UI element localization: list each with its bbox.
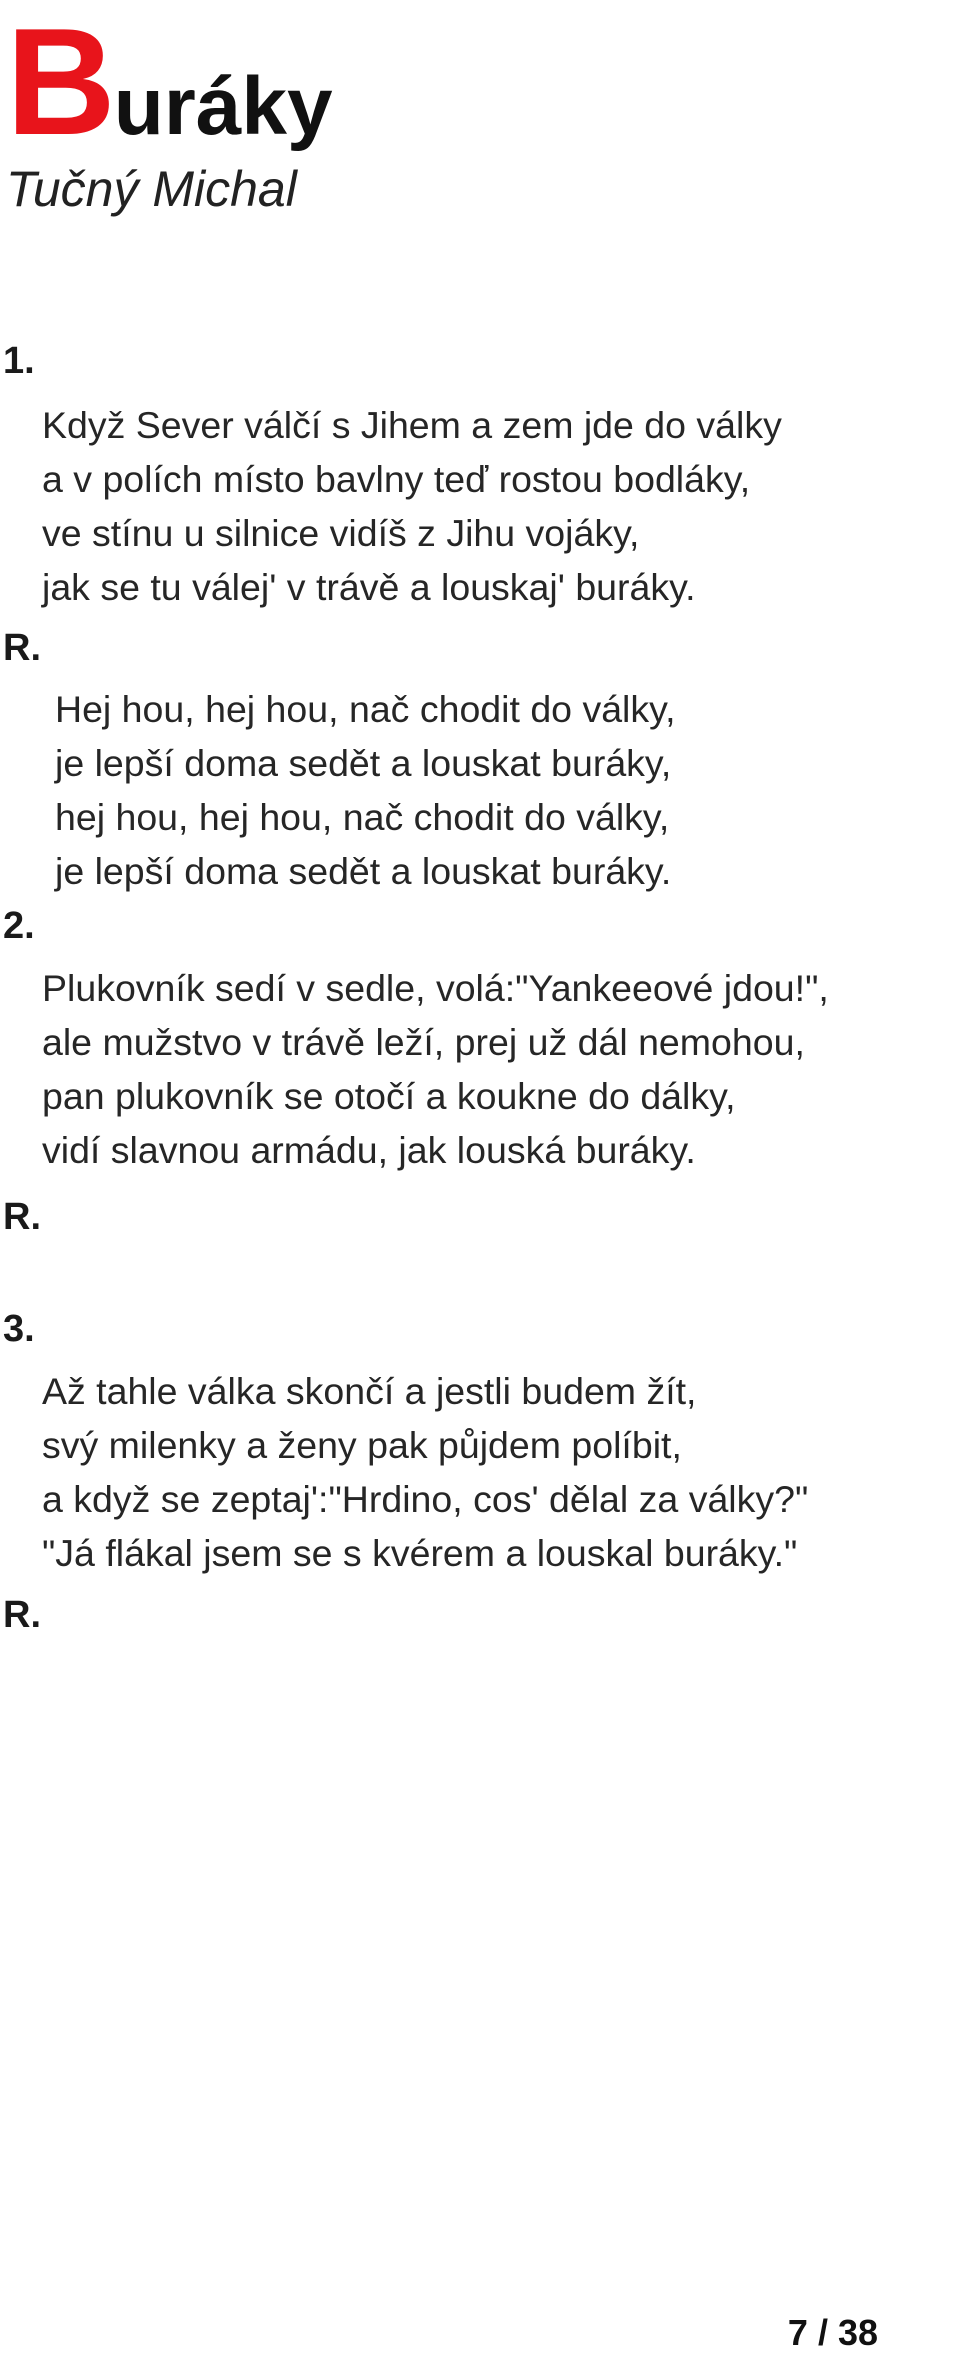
title-initial: B xyxy=(6,0,114,167)
chorus-line: Hej hou, hej hou, nač chodit do války, xyxy=(55,688,676,730)
chorus-line: je lepší doma sedět a louskat buráky, xyxy=(55,742,672,784)
song-author: Tučný Michal xyxy=(6,161,297,217)
verse-line: a když se zeptaj':"Hrdino, cos' dělal za války?" xyxy=(42,1478,809,1520)
verse-line: pan plukovník se otočí a koukne do dálky, xyxy=(42,1075,736,1117)
verse-1 xyxy=(42,398,782,614)
verse-line: a v polích místo bavlny teď rostou bodláky, xyxy=(42,458,751,500)
chorus-line: hej hou, hej hou, nač chodit do války, xyxy=(55,796,670,838)
verse-1-label: 1. xyxy=(3,340,35,382)
chorus-ref: R. xyxy=(3,1594,41,1636)
verse-line: Když Sever válčí s Jihem a zem jde do války xyxy=(42,404,782,446)
verse-line: jak se tu válej' v trávě a louskaj' buráky. xyxy=(42,566,696,608)
verse-line: svý milenky a ženy pak půjdem políbit, xyxy=(42,1424,682,1466)
page-number: 7 / 38 xyxy=(787,2312,878,2353)
title-rest: uráky xyxy=(113,61,333,152)
verse-3 xyxy=(42,1364,808,1580)
song-title xyxy=(6,0,333,167)
verse-line: Až tahle válka skončí a jestli budem žít, xyxy=(42,1370,697,1412)
chorus-line: je lepší doma sedět a louskat buráky. xyxy=(55,850,672,892)
verse-line: ale mužstvo v trávě leží, prej už dál nemohou, xyxy=(42,1021,805,1063)
chorus-label: R. xyxy=(3,627,41,669)
verse-line: Plukovník sedí v sedle, volá:"Yankeeové jdou!", xyxy=(42,967,829,1009)
verse-3-label: 3. xyxy=(3,1308,35,1350)
chorus xyxy=(55,682,676,898)
verse-2-label: 2. xyxy=(3,905,35,947)
chorus-ref: R. xyxy=(3,1196,41,1238)
verse-2 xyxy=(42,961,829,1177)
verse-line: vidí slavnou armádu, jak louská buráky. xyxy=(42,1129,696,1171)
verse-line: ve stínu u silnice vidíš z Jihu vojáky, xyxy=(42,512,640,554)
verse-line: "Já flákal jsem se s kvérem a louskal buráky." xyxy=(42,1532,798,1574)
